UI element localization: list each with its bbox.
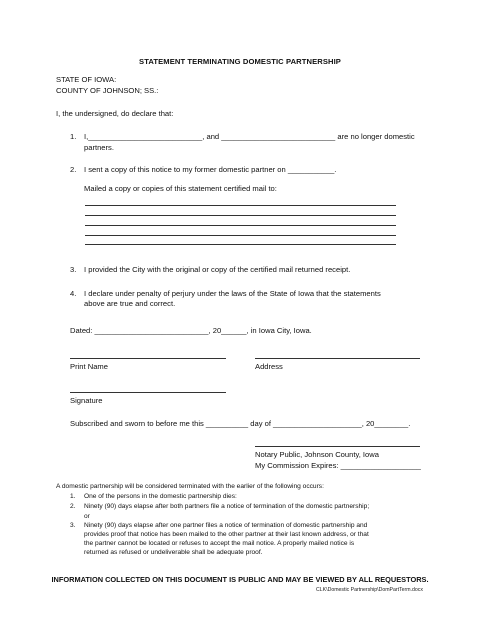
cond3-line3: the partner cannot be located or refuses to accept the mail notice. A properly mailed notice is [84, 540, 355, 547]
item1-number: 1. [70, 132, 77, 141]
address-field[interactable] [255, 358, 420, 359]
cond3-number: 3. [70, 522, 76, 529]
item3-number: 3. [70, 265, 77, 274]
item4-line2: above are true and correct. [84, 299, 176, 308]
cond1-text: One of the persons in the domestic partnership dies: [84, 493, 237, 500]
address-label: Address [255, 362, 283, 371]
item4-line1: I declare under penalty of perjury under the laws of the State of Iowa that the statements [84, 289, 381, 298]
mailing-address-line-2[interactable] [85, 215, 396, 216]
item2-number: 2. [70, 165, 77, 174]
mailing-address-line-5[interactable] [85, 244, 396, 245]
notary-title: Notary Public, Johnson County, Iowa [255, 450, 379, 459]
item1-line2: partners. [84, 143, 114, 152]
mailed-to-label: Mailed a copy or copies of this statement certified mail to: [84, 184, 277, 193]
state-line: STATE OF IOWA: [56, 75, 117, 84]
item4-number: 4. [70, 289, 77, 298]
notary-signature-field[interactable] [255, 446, 420, 447]
intro-text: I, the undersigned, do declare that: [56, 109, 174, 118]
document-title: STATEMENT TERMINATING DOMESTIC PARTNERSHIP [139, 57, 341, 66]
county-line: COUNTY OF JOHNSON; SS.: [56, 86, 159, 95]
public-information-notice: INFORMATION COLLECTED ON THIS DOCUMENT IS PUBLIC AND MAY BE VIEWED BY ALL REQUESTORS. [51, 575, 429, 584]
mailing-address-line-3[interactable] [85, 225, 396, 226]
print-name-label: Print Name [70, 362, 108, 371]
file-path: CLK\Domestic Partnership\DomPartTerm.docx [316, 587, 423, 593]
item1-line1[interactable]: I,___________________________, and ___________________________ are no longer domestic [84, 132, 415, 141]
cond3-line4: returned as refused or undeliverable shall be adequate proof. [84, 549, 263, 556]
signature-label: Signature [70, 396, 103, 405]
mailing-address-line-4[interactable] [85, 235, 396, 236]
dated-line[interactable]: Dated: ___________________________, 20______, in Iowa City, Iowa. [70, 326, 312, 335]
cond3-line1: Ninety (90) days elapse after one partner files a notice of termination of domestic partnership and [84, 522, 368, 529]
cond2-line1: Ninety (90) days elapse after both partners file a notice of termination of the domestic partnership; [84, 503, 370, 510]
print-name-field[interactable] [70, 358, 226, 359]
commission-expires-line[interactable]: My Commission Expires: ___________________ [255, 461, 421, 470]
cond2-line2: or [84, 513, 90, 520]
subscribed-sworn-line[interactable]: Subscribed and sworn to before me this __________ day of _____________________, 20________. [70, 419, 411, 428]
item3-text: I provided the City with the original or copy of the certified mail returned receipt. [84, 265, 351, 274]
signature-field[interactable] [70, 392, 226, 393]
cond2-number: 2. [70, 503, 76, 510]
mailing-address-line-1[interactable] [85, 205, 396, 206]
cond3-line2: provides proof that notice has been mailed to the other partner at their last known address, or that [84, 531, 369, 538]
item2-text[interactable]: I sent a copy of this notice to my former domestic partner on ___________. [84, 165, 337, 174]
cond1-number: 1. [70, 493, 76, 500]
termination-intro: A domestic partnership will be considered terminated with the earlier of the following occurs: [56, 483, 324, 490]
